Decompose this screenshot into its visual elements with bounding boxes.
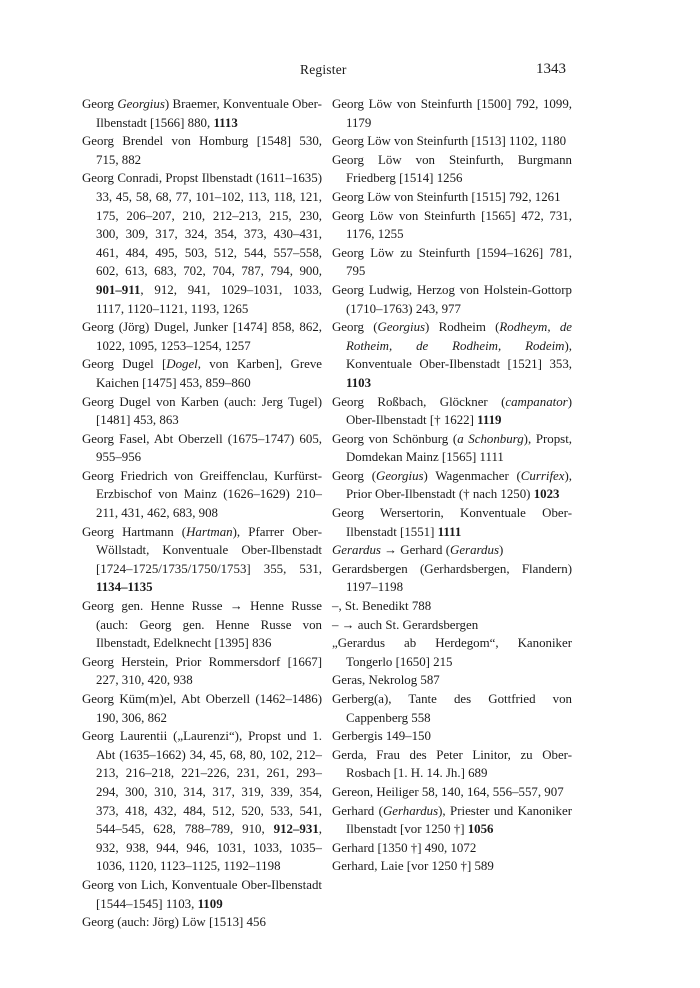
entry-text: ) Ober-Ilbenstadt [† 1622] [346,394,572,428]
italic-variant: Hartman [186,524,233,539]
index-entry [332,783,572,802]
entry-text: Gerhard ( [332,803,383,818]
index-entry [332,281,572,318]
index-entry [332,857,572,876]
index-entry [82,727,322,876]
italic-variant: campanator [505,394,568,409]
entry-text: Gereon, Heiliger 58, 140, 164, 556–557, 907 [332,784,564,799]
bold-page-ref: 1134–1135 [96,580,153,595]
entry-text: Georg Küm(m)el, Abt Oberzell (1462–1486) 190, 306, 862 [82,692,322,725]
italic-variant: Gerardus [332,543,381,558]
italic-variant: Currifex [520,468,565,483]
entry-text: Georg ( [332,468,377,483]
entry-text: –, St. Benedikt 788 [332,599,432,614]
entry-text: ), Priester und Kanoniker Ilbenstadt [vor 1250 †] [346,803,572,837]
index-entry [332,746,572,783]
index-entry [82,132,322,169]
index-entry [82,523,322,597]
entry-text: ) Wagenmacher ( [423,468,521,483]
index-entry [82,690,322,727]
entry-text: – → auch St. Gerardsbergen [332,617,479,632]
entry-text: Georg Friedrich von Greiffenclau, Kurfürst-Erzbischof von Mainz (1626–1629) 210–211, 431, 462, 683, 908 [82,468,322,521]
entry-text: Georg Fasel, Abt Oberzell (1675–1747) 605, 955–956 [82,431,322,465]
index-column-left [82,95,322,932]
entry-text: ), Prior Ober-Ilbenstadt († nach 1250) [346,468,572,502]
bold-page-ref: 1109 [197,896,223,911]
bold-page-ref: 1119 [477,413,502,428]
index-entry [332,634,572,671]
entry-text: Georg Brendel von Homburg [1548] 530, 715, 882 [82,134,322,167]
bold-page-ref: 912–931 [273,822,319,837]
index-entry [332,504,572,541]
italic-variant: Georgius [376,468,424,483]
running-title: Register [300,62,347,77]
index-entry [332,188,572,207]
entry-text: Gerhard, Laie [vor 1250 †] 589 [332,859,494,874]
italic-variant: Dogel [166,357,198,372]
index-entry [82,653,322,690]
entry-text: Gerardsbergen (Gerhardsbergen, Flandern) 1197–1198 [332,561,572,595]
entry-text: Georg (auch: Jörg) Löw [1513] 456 [82,915,266,930]
entry-text: Georg Dugel von Karben (auch: Jerg Tugel) [1481] 453, 863 [82,394,322,428]
index-entry [332,207,572,244]
italic-variant: Gerhardus [382,803,439,818]
bold-page-ref: 1056 [467,822,494,837]
entry-text: Georg Laurentii („Laurenzi“), Propst und 1. Abt (1635–1662) 34, 45, 68, 80, 102, 212–213, 216–218, 221–226, 231, 261, 293–294, 300, 310, 314, 317, 319, 339, 354, 373, 418, 432, 484, 512, 520, 533, 541, 544–545, 628, 788–789, 910, [82,729,322,837]
entry-text: ) [498,543,504,558]
page-number: 1343 [536,61,566,77]
index-entry [332,839,572,858]
index-entry [332,132,572,151]
entry-text: Georg [82,97,118,111]
index-entry [332,560,572,597]
entry-text: Georg Conradi, Propst Ilbenstadt (1611–1635) 33, 45, 58, 68, 77, 101–102, 113, 118, 121, 175, 206–207, 210, 212–213, 215, 230, 300, 309, 317, 324, 354, 373, 430–431, 461, 484, 495, 503, 512, 544, 557–558, 602, 613, 683, 702, 704, 787, 794, 900, [82,171,322,279]
bold-page-ref: 1103 [346,375,372,390]
entry-text: ) Rodheim ( [425,320,500,335]
entry-text: Georg ( [332,320,378,335]
index-entry [332,430,572,467]
entry-text: Georg Dugel [ [82,357,167,372]
index-entry [82,430,322,467]
italic-variant: Georgius [377,320,426,335]
entry-text: Georg gen. Henne Russe → Henne Russe (auch: Georg gen. Henne Russe von Ilbenstadt, Edelknecht [1395] 836 [82,599,322,651]
entry-text: Gerda, Frau des Peter Linitor, zu Ober-Rosbach [1. H. 14. Jh.] 689 [332,747,572,781]
entry-text: Georg Löw von Steinfurth [1515] 792, 1261 [332,189,561,204]
index-entry [332,318,572,392]
entry-text: ), Propst, Domdekan Mainz [1565] 1111 [346,431,573,465]
index-entry [82,467,322,523]
index-entry [82,876,322,913]
index-entry [82,913,322,932]
index-entry [82,95,322,132]
entry-text: , von Karben], Greve Kaichen [1475] 453, 859–860 [96,357,322,390]
entry-text: Georg Herstein, Prior Rommersdorf [1667] 227, 310, 420, 938 [82,654,322,688]
index-entry [332,690,572,727]
entry-text: Georg von Lich, Konventuale Ober-Ilbenstadt [1544–1545] 1103, [82,877,322,911]
index-entry [332,541,572,560]
index-entry [332,244,572,281]
index-entry [82,169,322,318]
entry-text: Gerhard [1350 †] 490, 1072 [332,840,477,855]
entry-text: Geras, Nekrolog 587 [332,673,440,688]
entry-text: Georg Löw von Steinfurth, Burgmann Friedberg [1514] 1256 [332,152,572,186]
entry-text: , 932, 938, 944, 946, 1031, 1033, 1035–1036, 1120, 1123–1125, 1192–1198 [96,822,322,874]
entry-text: ), Pfarrer Ober-Wöllstadt, Konventuale Ober-Ilbenstadt [1724–1725/1735/1750/1753] 355, 531, [96,524,322,576]
running-header [0,62,700,86]
entry-text: ), Konventuale Ober-Ilbenstadt [1521] 353, [346,338,572,372]
entry-text: Georg Wersertorin, Konventuale Ober-Ilbenstadt [1551] [332,506,572,539]
bold-page-ref: 901–911 [96,282,141,297]
entry-text: Georg Löw von Steinfurth [1565] 472, 731, 1176, 1255 [332,208,572,242]
entry-text: Georg Löw zu Steinfurth [1594–1626] 781, 795 [332,245,572,279]
entry-text: Gerbergis 149–150 [332,729,431,744]
italic-variant: Gerardus [450,543,499,558]
italic-variant: a Schonburg [457,431,524,446]
index-entry [82,355,322,392]
entry-text: „Gerardus ab Herdegom“, Kanoniker Tongerlo [1650] 215 [332,636,572,669]
index-entry [332,671,572,690]
index-entry [332,616,572,635]
entry-text: Georg Löw von Steinfurth [1500] 792, 1099, 1179 [332,97,572,130]
index-entry [332,467,572,504]
index-entry [332,95,572,132]
index-entry [332,727,572,746]
index-entry [332,393,572,430]
entry-text: Georg Löw von Steinfurth [1513] 1102, 1180 [332,134,567,149]
bold-page-ref: 1023 [533,487,560,502]
italic-variant: Georgius [117,97,165,111]
bold-page-ref: 1113 [213,115,238,130]
entry-text: Georg Ludwig, Herzog von Holstein-Gottorp (1710–1763) 243, 977 [332,282,572,316]
entry-text: ) Braemer, Konventuale Ober-Ilbenstadt [1566] 880, [96,97,322,130]
entry-text: , 912, 941, 1029–1031, 1033, 1117, 1120–1121, 1193, 1265 [96,282,322,316]
index-entry [332,151,572,188]
entry-text: Gerberg(a), Tante des Gottfried von Cappenberg 558 [332,692,572,725]
entry-text: Georg (Jörg) Dugel, Junker [1474] 858, 862, 1022, 1095, 1253–1254, 1257 [82,320,322,353]
entry-text: Georg Roßbach, Glöckner ( [332,394,506,409]
bold-page-ref: 1111 [437,524,462,539]
index-column-right [332,95,572,876]
index-entry [82,393,322,430]
entry-text: Georg Hartmann ( [82,524,187,539]
index-entry [82,597,322,653]
entry-text: → Gerhard ( [380,543,451,558]
entry-text: Georg von Schönburg ( [332,431,458,446]
index-entry [82,318,322,355]
index-entry [332,597,572,616]
index-entry [332,802,572,839]
italic-variant: Rodheym, de Rotheim, de Rodheim, Rodeim [346,320,573,353]
